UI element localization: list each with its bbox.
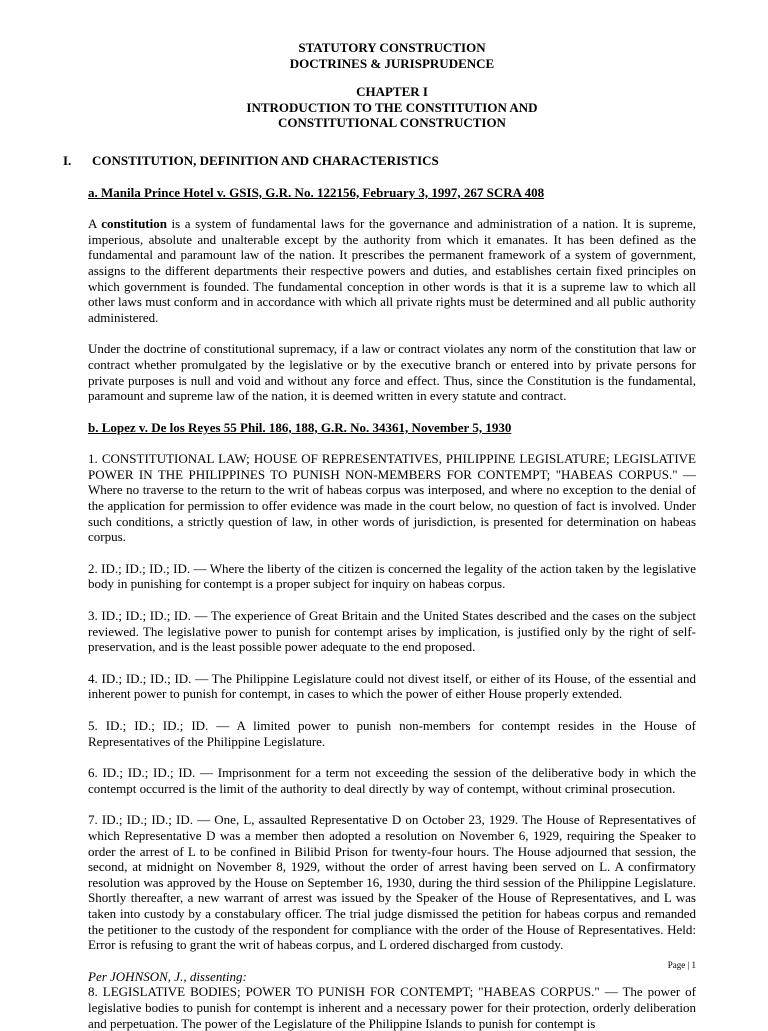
document-title xyxy=(88,40,696,131)
syllabus-paragraph-3: 3. ID.; ID.; ID.; ID. — The experience of Great Britain and the United States described and the cases on the subject reviewed. The legislative power to punish for contempt arises by implication, is justified only by the right of self-preservation, and is the least possible power adequate to the end proposed. xyxy=(88,608,696,655)
syllabus-paragraph-6: 6. ID.; ID.; ID.; ID. — Imprisonment for a term not exceeding the session of the deliberative body in which the contempt occurred is the limit of the authority to deal directly by way of contempt, without criminal prosecution. xyxy=(88,765,696,796)
syllabus-paragraph-4: 4. ID.; ID.; ID.; ID. — The Philippine Legislature could not divest itself, or either of its House, of the essential and inherent power to punish for contempt, in cases to which the power of either House properly extended. xyxy=(88,670,696,702)
case-b-heading: b. Lopez v. De los Reyes 55 Phil. 186, 188, G.R. No. 34361, November 5, 1930 xyxy=(88,419,512,435)
title-line-2: DOCTRINES & JURISPRUDENCE xyxy=(289,55,495,71)
syllabus-paragraph-5: 5. ID.; ID.; ID.; ID. — A limited power to punish non-members for contempt resides in the House of Representatives of the Philippine Legislature. xyxy=(88,718,696,749)
title-line-1: STATUTORY CONSTRUCTION xyxy=(298,40,486,55)
syllabus-paragraph-7: 7. ID.; ID.; ID.; ID. — One, L, assaulted Representative D on October 23, 1929. The House of Representatives of which Representative D was a member then adopted a resolution on November 6, 1929, requiring the Speaker to order the arrest of L to be confined in Bilibid Prison for twenty-four hours. The House adjourned that session, the second, at midnight on November 8, 1929, without the order of arrest having been served on L. A confirmatory resolution was approved by the House on September 16, 1930, during the third session of the Philippine Legislature. Shortly thereafter, a new warrant of arrest was issued by the Speaker of the House of Representatives, and L was taken into custody by a constabulary officer. The trial judge dismissed the petition for habeas corpus and remanded the petitioner to the custody of the respondent for compliance with the order of the House of Representatives. Held: Error is refusing to grant the writ of habeas corpus, and L ordered discharged from custody. xyxy=(88,812,696,953)
chapter-title-line-1: INTRODUCTION TO THE CONSTITUTION AND xyxy=(246,99,538,115)
section-heading xyxy=(63,153,696,169)
p1-lead: A xyxy=(88,216,102,232)
case-a-paragraph-2: Under the doctrine of constitutional supremacy, if a law or contract violates any norm of the constitution that law or contract whether promulgated by the legislative or by the executive branch or entered into by private persons for private purposes is null and void and without any force and effect. Thus, since the Constitution is the fundamental, paramount and supreme law of the nation, it is deemed written in every statute and contract. xyxy=(88,341,696,404)
syllabus-paragraph-2: 2. ID.; ID.; ID.; ID. — Where the liberty of the citizen is concerned the legality of the action taken by the legislative body in punishing for contempt is a proper subject for inquiry on habeas corpus. xyxy=(88,560,696,592)
chapter-label: CHAPTER I xyxy=(356,84,428,100)
constitution-term: constitution xyxy=(101,216,167,232)
section-number: I. xyxy=(63,152,72,168)
chapter-title-line-2: CONSTITUTIONAL CONSTRUCTION xyxy=(278,115,506,131)
case-a-paragraph-1 xyxy=(88,216,696,325)
syllabus-paragraph-1: 1. CONSTITUTIONAL LAW; HOUSE OF REPRESENTATIVES, PHILIPPINE LEGISLATURE; LEGISLATIVE POWER IN THE PHILIPPINES TO PUNISH NON-MEMBERS FOR CONTEMPT; "HABEAS CORPUS." — Where no traverse to the return to the writ of habeas corpus was interposed, and where no exception to the denial of the application for permission to offer evidence was made in the court below, no question of fact is involved. Under such conditions, a strictly question of law, in other words of jurisdiction, is presented for determination on habeas corpus. xyxy=(88,451,696,545)
page-number: Page | 1 xyxy=(667,960,696,970)
section-title: CONSTITUTION, DEFINITION AND CHARACTERISTICS xyxy=(92,152,439,168)
dissent-label: Per JOHNSON, J., dissenting: xyxy=(88,968,247,984)
p1-rest: is a system of fundamental laws for the governance and administration of a nation. It is supreme, imperious, absolute and unalterable except by the authority from which it emanates. It has been defined as the fundamental and paramount law of the nation. It prescribes the permanent framework of a system of government, assigns to the different departments their respective powers and duties, and establishes certain fixed principles on which government is founded. The fundamental conception in other words is that it is a supreme law to which all other laws must conform and in accordance with which all private rights must be determined and all public authority administered. xyxy=(88,216,697,325)
dissent-paragraph-8: 8. LEGISLATIVE BODIES; POWER TO PUNISH FOR CONTEMPT; "HABEAS CORPUS." — The power of legislative bodies to punish for contempt is inherent and a necessary power for their protection, orderly deliberation and perpetuation. The power of the Legislature of the Philippine Islands to punish for contempt is xyxy=(88,984,696,1031)
case-a-heading: a. Manila Prince Hotel v. GSIS, G.R. No. 122156, February 3, 1997, 267 SCRA 408 xyxy=(88,184,545,200)
